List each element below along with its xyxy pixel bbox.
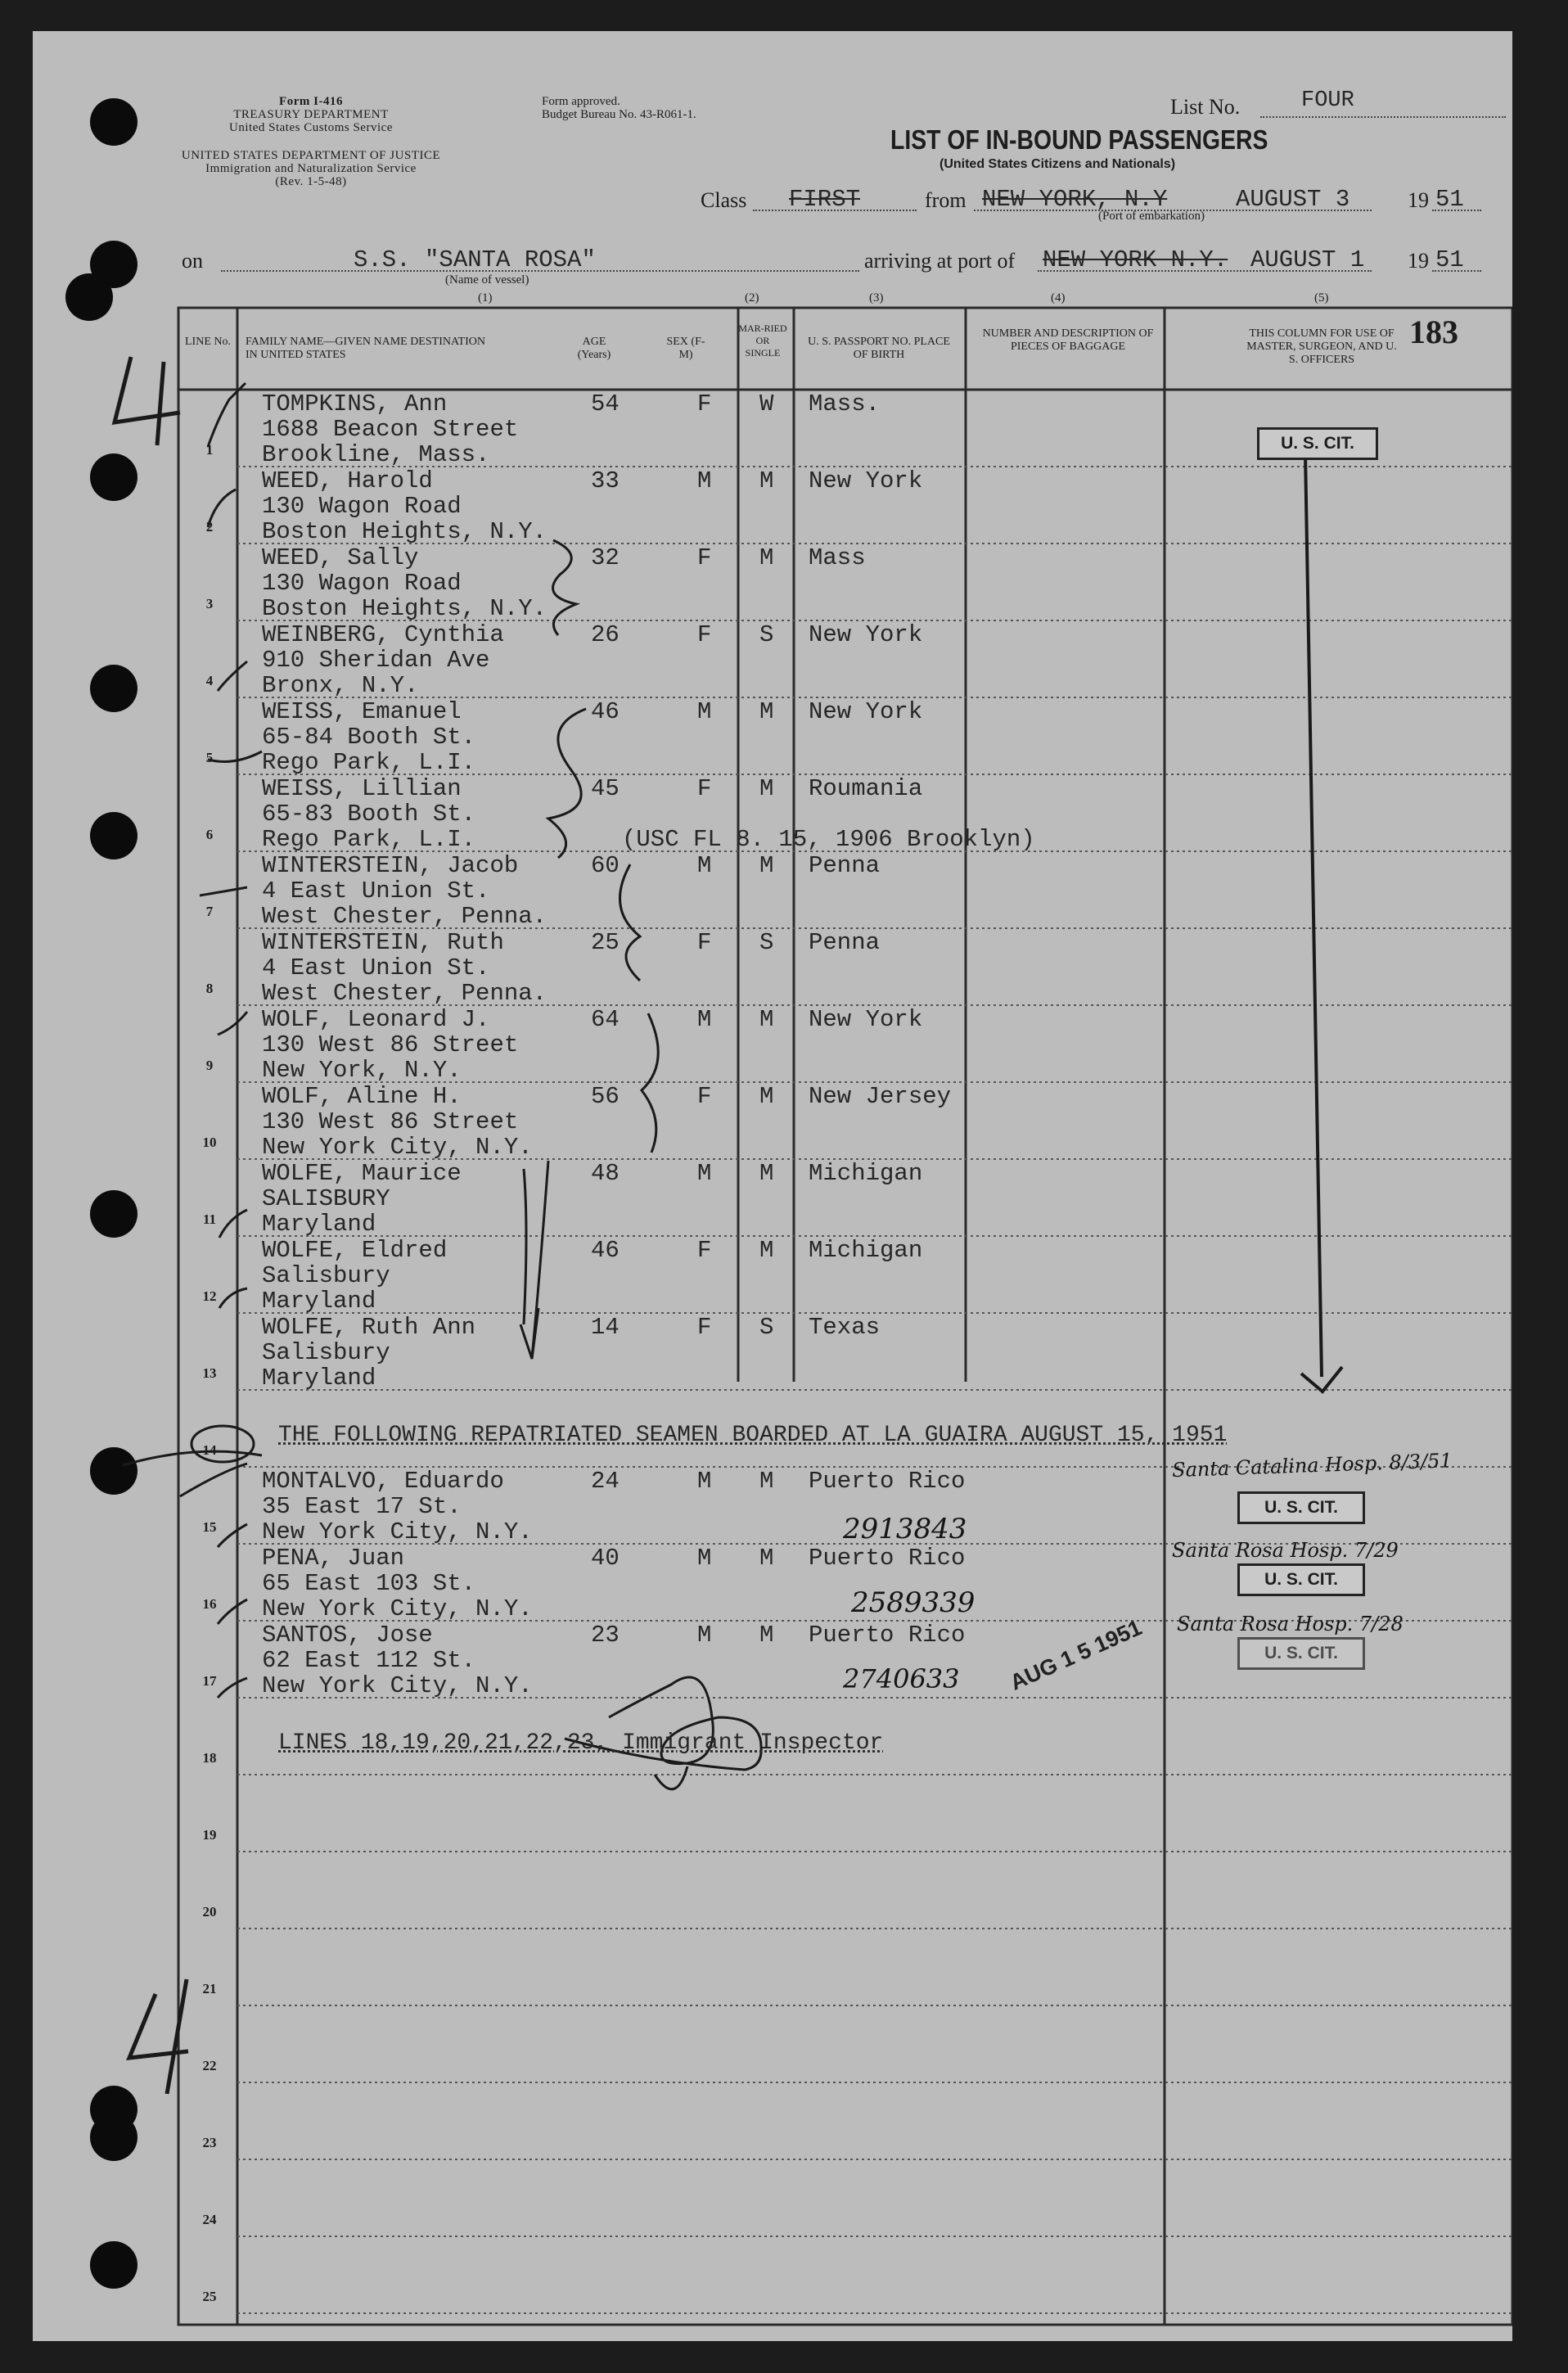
passenger-birthplace: Roumania (809, 775, 923, 802)
passenger-birthplace: New York (809, 698, 923, 725)
customs-service: United States Customs Service (229, 121, 393, 134)
passenger-marital-status: M (759, 775, 774, 802)
passenger-city: Maryland (262, 1211, 376, 1238)
passenger-sex: F (697, 1083, 712, 1110)
col-num-2: (2) (745, 291, 759, 305)
passenger-marital-status: S (759, 1314, 774, 1341)
passenger-name: PENA, Juan (262, 1545, 405, 1572)
passenger-birthplace: New York (809, 621, 923, 648)
passenger-age: 14 (591, 1314, 620, 1341)
passenger-name: WOLFE, Eldred (262, 1237, 448, 1264)
passenger-city: New York City, N.Y. (262, 1595, 533, 1622)
row-number: 19 (202, 1827, 217, 1843)
row-number: 12 (202, 1288, 217, 1304)
passenger-age: 60 (591, 852, 620, 879)
passenger-name: WOLFE, Maurice (262, 1160, 462, 1187)
row-number: 7 (205, 904, 214, 919)
passenger-address: Salisbury (262, 1339, 390, 1366)
passenger-marital-status: S (759, 621, 774, 648)
class-label: Class (701, 188, 747, 212)
passenger-age: 64 (591, 1006, 620, 1033)
passenger-age: 40 (591, 1545, 620, 1572)
passport-number-16: 2589339 (851, 1586, 975, 1619)
passenger-address: 62 East 112 St. (262, 1647, 476, 1674)
passenger-age: 32 (591, 544, 620, 571)
row-number: 2 (205, 519, 214, 535)
passenger-age: 54 (591, 390, 620, 417)
passenger-birthplace: Mass. (809, 390, 881, 417)
passenger-birthplace: Texas (809, 1314, 881, 1341)
passenger-marital-status: M (759, 1083, 774, 1110)
col-name: FAMILY NAME—GIVEN NAME DESTINATION IN UNITED STATES (246, 336, 485, 361)
row-number: 6 (205, 827, 214, 842)
col-officers: THIS COLUMN FOR USE OF MASTER, SURGEON, AND U. S. OFFICERS (1246, 327, 1397, 366)
passenger-marital-status: M (759, 1468, 774, 1495)
passenger-name: WINTERSTEIN, Jacob (262, 852, 519, 879)
passenger-sex: F (697, 390, 712, 417)
manifest-sheet (33, 31, 1512, 2341)
passenger-sex: M (697, 467, 712, 494)
passenger-age: 23 (591, 1622, 620, 1649)
passenger-address: 130 Wagon Road (262, 570, 462, 597)
class-value: FIRST (789, 186, 861, 213)
vessel-caption: (Name of vessel) (445, 273, 529, 286)
passenger-sex: M (697, 1545, 712, 1572)
passenger-city: West Chester, Penna. (262, 980, 547, 1007)
arrival-date-stamp: AUG 1 5 1951 (1006, 1615, 1146, 1695)
passenger-address: 35 East 17 St. (262, 1493, 462, 1520)
passenger-marital-status: M (759, 1160, 774, 1187)
col-married: MAR-RIED OR SINGLE (738, 323, 787, 359)
form-number: Form I-416 (279, 95, 343, 108)
passenger-city: New York, N.Y. (262, 1057, 462, 1084)
from-port: NEW YORK, N.Y (982, 186, 1168, 213)
passenger-sex: M (697, 1160, 712, 1187)
row-number: 3 (205, 596, 214, 611)
passenger-name: LINES 18,19,20,21,22,23, Immigrant Inspector (278, 1730, 884, 1756)
passenger-marital-status: M (759, 1006, 774, 1033)
hospital-note-15: Santa Catalina Hosp. 8/3/51 (1171, 1449, 1453, 1482)
port-embarkation-caption: (Port of embarkation) (1098, 210, 1205, 223)
passenger-name: SANTOS, Jose (262, 1622, 433, 1649)
passenger-sex: M (697, 852, 712, 879)
us-cit-stamp-16: U. S. CIT. (1237, 1563, 1365, 1596)
arrival-year-prefix: 19 (1408, 249, 1429, 273)
row-number: 10 (202, 1135, 217, 1150)
row-number: 18 (202, 1750, 217, 1766)
passenger-age: 46 (591, 1237, 620, 1264)
passenger-sex: M (697, 1468, 712, 1495)
col-num-4: (4) (1051, 291, 1066, 305)
row-number: 5 (205, 750, 214, 765)
passenger-sex: F (697, 775, 712, 802)
passenger-sex: F (697, 1314, 712, 1341)
passenger-name: WINTERSTEIN, Ruth (262, 929, 504, 956)
passenger-city: Boston Heights, N.Y. (262, 595, 547, 622)
passenger-name: WEISS, Lillian (262, 775, 462, 802)
passenger-city: Maryland (262, 1365, 376, 1392)
passenger-age: 24 (591, 1468, 620, 1495)
passenger-age: 56 (591, 1083, 620, 1110)
col-line-no: LINE No. (185, 336, 231, 348)
passenger-name: WOLF, Aline H. (262, 1083, 462, 1110)
col-age: AGE (Years) (577, 336, 611, 361)
passenger-marital-status: M (759, 1622, 774, 1649)
passenger-age: 25 (591, 929, 620, 956)
col-sex: SEX (F-M) (666, 336, 705, 361)
passenger-name: WEINBERG, Cynthia (262, 621, 504, 648)
us-cit-stamp-15: U. S. CIT. (1237, 1491, 1365, 1524)
passenger-sex: F (697, 929, 712, 956)
arrival-year: 51 (1435, 246, 1464, 273)
page-number: 183 (1409, 314, 1458, 350)
passenger-marital-status: M (759, 852, 774, 879)
row-number: 8 (205, 981, 214, 996)
passenger-age: 46 (591, 698, 620, 725)
passenger-address: 65 East 103 St. (262, 1570, 476, 1597)
passenger-birthplace: Penna (809, 929, 881, 956)
passenger-marital-status: S (759, 929, 774, 956)
form-approved: Form approved. (542, 95, 620, 108)
passenger-address: SALISBURY (262, 1185, 390, 1212)
passenger-age: 26 (591, 621, 620, 648)
year-value: 51 (1435, 186, 1464, 213)
passenger-sex: M (697, 1006, 712, 1033)
arriving-label: arriving at port of (864, 249, 1016, 273)
passenger-age: 33 (591, 467, 620, 494)
row-number: 1 (205, 442, 214, 458)
arrival-date: AUGUST 1 (1250, 246, 1365, 273)
passenger-name: MONTALVO, Eduardo (262, 1468, 504, 1495)
passenger-sex: F (697, 544, 712, 571)
passport-number-15: 2913843 (843, 1513, 967, 1545)
from-label: from (925, 188, 966, 212)
from-date: AUGUST 3 (1236, 186, 1350, 213)
page-subtitle: (United States Citizens and Nationals) (939, 157, 1176, 171)
passenger-sex: F (697, 621, 712, 648)
row-number: 21 (202, 1981, 217, 1996)
passenger-address: 910 Sheridan Ave (262, 647, 490, 674)
col-num-5: (5) (1314, 291, 1329, 305)
passenger-city: Rego Park, L.I. (262, 749, 476, 776)
passenger-name: WEED, Harold (262, 467, 433, 494)
passenger-address: 65-83 Booth St. (262, 801, 476, 828)
passenger-birthplace: Penna (809, 852, 881, 879)
hospital-note-16: Santa Rosa Hosp. 7/29 (1172, 1539, 1399, 1562)
row-number: 22 (202, 2058, 217, 2073)
passenger-city: Bronx, N.Y. (262, 672, 419, 699)
passenger-address: Salisbury (262, 1262, 390, 1289)
passenger-birthplace: New York (809, 1006, 923, 1033)
col-passport: U. S. PASSPORT NO. PLACE OF BIRTH (808, 336, 950, 361)
passenger-address: 130 Wagon Road (262, 493, 462, 520)
hospital-note-17: Santa Rosa Hosp. 7/28 (1177, 1613, 1404, 1635)
passenger-birthplace: Michigan (809, 1237, 923, 1264)
passenger-address: 65-84 Booth St. (262, 724, 476, 751)
passenger-name: THE FOLLOWING REPATRIATED SEAMEN BOARDED AT LA GUAIRA AUGUST 15, 1951 (278, 1423, 1228, 1448)
passenger-sex: M (697, 698, 712, 725)
passenger-city: New York City, N.Y. (262, 1672, 533, 1699)
row-number: 16 (202, 1596, 217, 1612)
list-number-value: FOUR (1301, 88, 1354, 113)
passenger-name: TOMPKINS, Ann (262, 390, 448, 417)
page-title: LIST OF IN-BOUND PASSENGERS (890, 124, 1268, 155)
passenger-name: WEISS, Emanuel (262, 698, 462, 725)
passenger-birthplace: Michigan (809, 1160, 923, 1187)
passenger-birthplace: New York (809, 467, 923, 494)
passenger-marital-status: M (759, 544, 774, 571)
passenger-age: 45 (591, 775, 620, 802)
passenger-city: West Chester, Penna. (262, 903, 547, 930)
row-number: 15 (202, 1519, 217, 1535)
row-number: 11 (202, 1211, 217, 1227)
passenger-birthplace: Mass (809, 544, 866, 571)
passenger-marital-status: M (759, 698, 774, 725)
row-number: 13 (202, 1365, 217, 1381)
passenger-birthplace: New Jersey (809, 1083, 952, 1110)
passenger-city: New York City, N.Y. (262, 1134, 533, 1161)
passenger-city: Boston Heights, N.Y. (262, 518, 547, 545)
passenger-birthplace: Puerto Rico (809, 1468, 966, 1495)
passenger-city: New York City, N.Y. (262, 1518, 533, 1545)
row-number: 20 (202, 1904, 217, 1920)
row-number: 23 (202, 2135, 217, 2150)
row-number: 9 (205, 1058, 214, 1073)
passenger-name: WOLF, Leonard J. (262, 1006, 490, 1033)
us-cit-stamp-17: U. S. CIT. (1237, 1637, 1365, 1670)
treasury-dept: TREASURY DEPARTMENT (233, 108, 389, 121)
passenger-address: 4 East Union St. (262, 877, 490, 905)
ins-service: Immigration and Naturalization Service (205, 162, 417, 175)
passenger-address: 130 West 86 Street (262, 1108, 519, 1135)
passenger-name: WOLFE, Ruth Ann (262, 1314, 476, 1341)
passenger-sex: M (697, 1622, 712, 1649)
on-label: on (182, 249, 203, 273)
passenger-birthplace: Puerto Rico (809, 1545, 966, 1572)
col-num-3: (3) (869, 291, 884, 305)
passport-number-17: 2740633 (843, 1663, 960, 1694)
justice-dept: UNITED STATES DEPARTMENT OF JUSTICE (181, 149, 441, 162)
us-cit-stamp: U. S. CIT. (1257, 427, 1378, 460)
arrival-port: NEW YORK N.Y. (1043, 246, 1228, 273)
col-num-1: (1) (478, 291, 493, 305)
passenger-address: 4 East Union St. (262, 954, 490, 981)
passenger-age: 48 (591, 1160, 620, 1187)
passenger-marital-status: M (759, 1545, 774, 1572)
passenger-city: Rego Park, L.I. (262, 826, 476, 853)
passenger-marital-status: M (759, 467, 774, 494)
year-prefix: 19 (1408, 188, 1429, 212)
passenger-marital-status: M (759, 1237, 774, 1264)
row-number: 17 (202, 1673, 217, 1689)
passenger-marital-status: W (759, 390, 774, 417)
passenger-name: WEED, Sally (262, 544, 419, 571)
row-number: 14 (202, 1442, 217, 1458)
row-number: 24 (202, 2212, 217, 2227)
passenger-address: 130 West 86 Street (262, 1031, 519, 1058)
passenger-sex: F (697, 1237, 712, 1264)
revision: (Rev. 1-5-48) (275, 175, 347, 188)
row-number: 25 (202, 2289, 217, 2304)
passenger-address: 1688 Beacon Street (262, 416, 519, 443)
col-baggage: NUMBER AND DESCRIPTION OF PIECES OF BAGGAGE (982, 327, 1154, 353)
row-number: 4 (205, 673, 214, 688)
list-number-label: List No. (1170, 95, 1241, 119)
weiss-citizenship-note: (USC FL 8. 15, 1906 Brooklyn) (622, 826, 1035, 853)
passenger-city: Maryland (262, 1288, 376, 1315)
passenger-birthplace: Puerto Rico (809, 1622, 966, 1649)
vessel-name: S.S. "SANTA ROSA" (354, 246, 596, 273)
budget-bureau: Budget Bureau No. 43-R061-1. (542, 108, 696, 121)
passenger-city: Brookline, Mass. (262, 441, 490, 468)
